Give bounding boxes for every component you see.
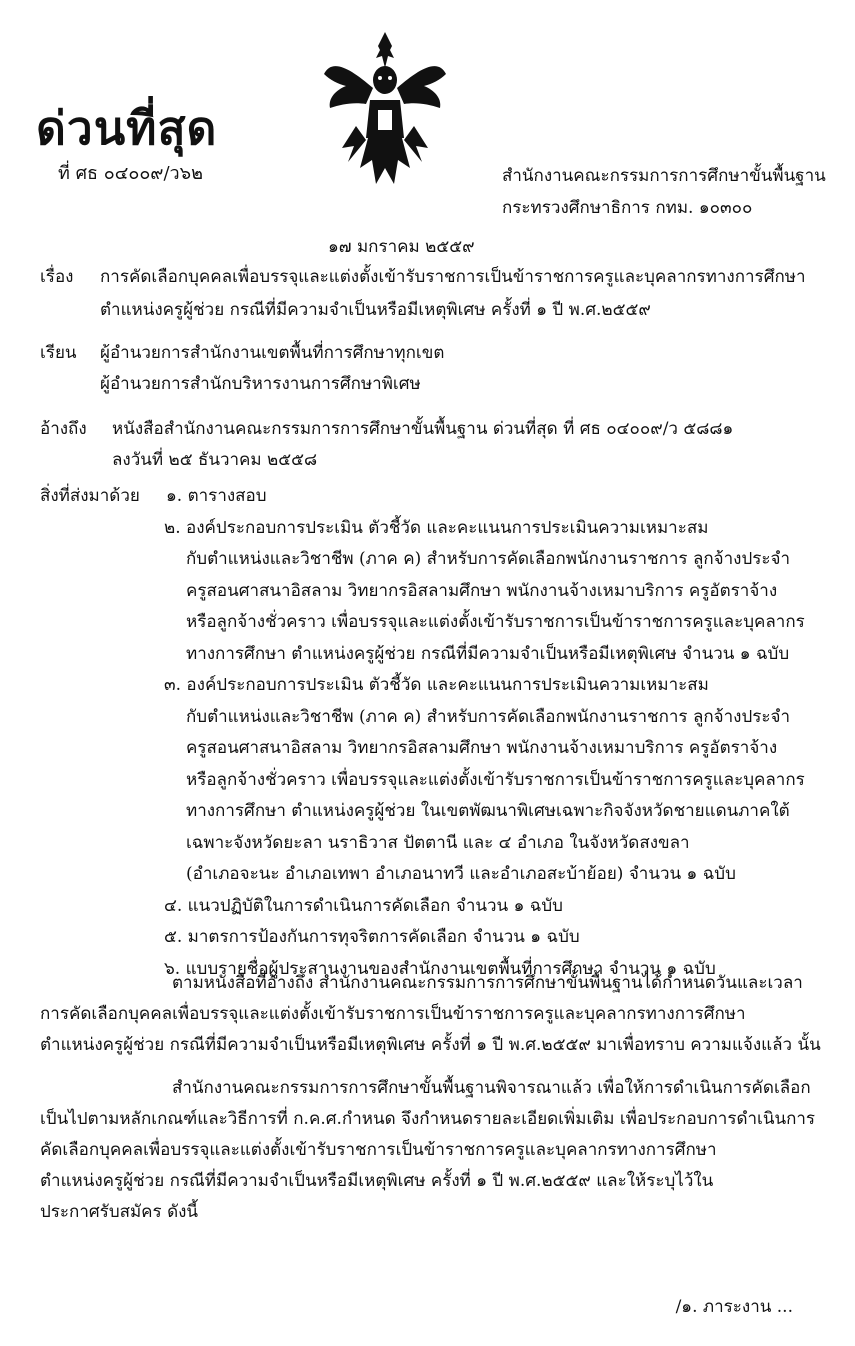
enclosure-item: ทางการศึกษา ตำแหน่งครูผู้ช่วย ในเขตพัฒนาพิเศษเฉพาะกิจจังหวัดชายแดนภาคใต้ [186,801,790,821]
enclosure-item: ๔. แนวปฏิบัติในการดำเนินการคัดเลือก จำนวน ๑ ฉบับ [164,895,563,916]
urgency-stamp: ด่วนที่สุด [36,101,218,155]
reference-label: อ้างถึง [40,419,87,439]
office-name: สำนักงานคณะกรรมการการศึกษาขั้นพื้นฐาน [502,166,826,186]
body-line: ตามหนังสือที่อ้างถึง สำนักงานคณะกรรมการการศึกษาขั้นพื้นฐานได้กำหนดวันและเวลา [172,973,803,993]
body-line: เป็นไปตามหลักเกณฑ์และวิธีการที่ ก.ค.ศ.กำหนด จึงกำหนดรายละเอียดเพิ่มเติม เพื่อประกอบการดำเนินการ [40,1109,816,1129]
enclosure-item: ๕. มาตรการป้องกันการทุจริตการคัดเลือก จำนวน ๑ ฉบับ [164,927,580,947]
enclosure-item: ครูสอนศาสนาอิสลาม วิทยากรอิสลามศึกษา พนักงานจ้างเหมาบริการ ครูอัตราจ้าง [186,580,778,601]
issuing-office [502,160,826,224]
reference-line: หนังสือสำนักงานคณะกรรมการการศึกษาขั้นพื้นฐาน ด่วนที่สุด ที่ ศธ ๐๔๐๐๙/ว ๕๘๘๑ [112,419,734,439]
body-line: การคัดเลือกบุคคลเพื่อบรรจุและแต่งตั้งเข้ารับราชการเป็นข้าราชการครูและบุคลากรทางการศึกษา [40,1004,746,1024]
enclosure-item: หรือลูกจ้างชั่วคราว เพื่อบรรจุและแต่งตั้งเข้ารับราชการเป็นข้าราชการครูและบุคลากร [186,769,805,790]
enclosure-item: (อำเภอจะนะ อำเภอเทพา อำเภอนาทวี และอำเภอสะบ้าย้อย) จำนวน ๑ ฉบับ [186,864,736,884]
subject-line: ตำแหน่งครูผู้ช่วย กรณีที่มีความจำเป็นหรือมีเหตุพิเศษ ครั้งที่ ๑ ปี พ.ศ.๒๕๕๙ [100,300,651,320]
office-address: กระทรวงศึกษาธิการ กทม. ๑๐๓๐๐ [502,198,753,218]
body-line: ตำแหน่งครูผู้ช่วย กรณีที่มีความจำเป็นหรือมีเหตุพิเศษ ครั้งที่ ๑ ปี พ.ศ.๒๕๕๙ มาเพื่อทราบ ความแจ้งแล้ว นั้น [40,1035,821,1055]
addressee-line: ผู้อำนวยการสำนักงานเขตพื้นที่การศึกษาทุกเขต [100,343,445,363]
enclosure-item: ๑. ตารางสอบ [166,486,267,506]
addressee-label: เรียน [40,343,77,363]
body-line: สำนักงานคณะกรรมการการศึกษาขั้นพื้นฐานพิจารณาแล้ว เพื่อให้การดำเนินการคัดเลือก [172,1078,811,1098]
document-number: ที่ ศธ ๐๔๐๐๙/ว๖๒ [58,163,203,184]
enclosure-item: ครูสอนศาสนาอิสลาม วิทยากรอิสลามศึกษา พนักงานจ้างเหมาบริการ ครูอัตราจ้าง [186,738,778,758]
body-line: คัดเลือกบุคคลเพื่อบรรจุและแต่งตั้งเข้ารับราชการเป็นข้าราชการครูและบุคลากรทางการศึกษา [40,1140,717,1160]
enclosure-item: ๓. องค์ประกอบการประเมิน ตัวชี้วัด และคะแนนการประเมินความเหมาะสม [164,675,709,695]
body-paragraph-1 [0,968,821,1061]
garuda-emblem-icon [320,28,450,190]
subject-label: เรื่อง [40,267,74,287]
enclosure-item: หรือลูกจ้างชั่วคราว เพื่อบรรจุและแต่งตั้งเข้ารับราชการเป็นข้าราชการครูและบุคลากร [186,612,805,632]
page-continuation: /๑. ภาระงาน ... [675,1297,793,1317]
addressee-line: ผู้อำนวยการสำนักบริหารงานการศึกษาพิเศษ [100,374,421,394]
document-date: ๑๗ มกราคม ๒๕๕๙ [328,237,475,257]
enclosures-list [164,481,805,985]
enclosure-item: ทางการศึกษา ตำแหน่งครูผู้ช่วย กรณีที่มีความจำเป็นหรือมีเหตุพิเศษ จำนวน ๑ ฉบับ [186,643,790,664]
body-paragraph-2 [0,1073,815,1228]
body-line: ประกาศรับสมัคร ดังนี้ [40,1202,199,1222]
subject-line: การคัดเลือกบุคคลเพื่อบรรจุและแต่งตั้งเข้ารับราชการเป็นข้าราชการครูและบุคลากรทางการศึกษา [100,267,806,287]
enclosure-item: ๒. องค์ประกอบการประเมิน ตัวชี้วัด และคะแนนการประเมินความเหมาะสม [164,517,709,538]
enclosures-label: สิ่งที่ส่งมาด้วย [40,486,140,506]
reference-line: ลงวันที่ ๒๕ ธันวาคม ๒๕๕๘ [112,450,318,470]
enclosure-item: เฉพาะจังหวัดยะลา นราธิวาส ปัตตานี และ ๔ อำเภอ ในจังหวัดสงขลา [186,832,690,853]
body-line: ตำแหน่งครูผู้ช่วย กรณีที่มีความจำเป็นหรือมีเหตุพิเศษ ครั้งที่ ๑ ปี พ.ศ.๒๕๕๙ และให้ระบุไว้ใน [40,1171,714,1191]
enclosure-item: ๖. แบบรายชื่อผู้ประสานงานของสำนักงานเขตพื้นที่การศึกษา จำนวน ๑ ฉบับ [164,958,716,979]
enclosure-item: กับตำแหน่งและวิชาชีพ (ภาค ค) สำหรับการคัดเลือกพนักงานราชการ ลูกจ้างประจำ [186,549,791,569]
enclosure-item: กับตำแหน่งและวิชาชีพ (ภาค ค) สำหรับการคัดเลือกพนักงานราชการ ลูกจ้างประจำ [186,706,791,727]
